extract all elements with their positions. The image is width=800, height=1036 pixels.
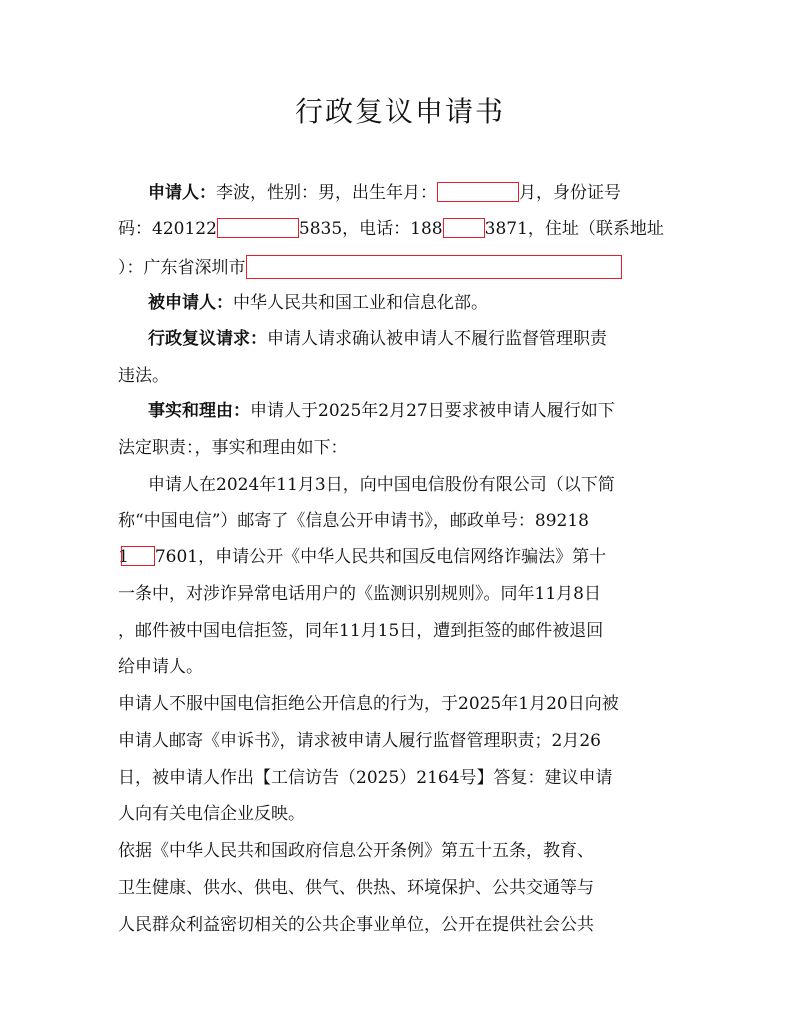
p1-text-3b: 7601，申请公开《中华人民共和国反电信网络诈骗法》第十 (154, 547, 607, 567)
respondent-text: 中华人民共和国工业和信息化部。 (233, 293, 488, 313)
facts-line-2: 法定职责：，事实和理由如下： (118, 438, 348, 458)
facts-line-1 (148, 399, 615, 423)
p1-line-1: 申请人在2024年11月3日，向中国电信股份有限公司（以下简 (148, 475, 615, 495)
respondent-label: 被申请人： (148, 293, 233, 313)
applicant-line-3 (118, 255, 622, 280)
applicant-text-3a: ）：广东省深圳市 (118, 258, 246, 278)
p3-line-1: 依据《中华人民共和国政府信息公开条例》第五十五条，教育、 (118, 841, 594, 861)
request-text-1: 申请人请求确认被申请人不履行监督管理职责 (267, 329, 607, 349)
p3-line-3: 人民群众利益密切相关的公共企事业单位，公开在提供社会公共 (118, 915, 594, 935)
respondent-line (148, 291, 488, 315)
request-line-1 (148, 327, 607, 351)
p1-line-2: 称“中国电信”）邮寄了《信息公开申请书》，邮政单号：89218 (118, 511, 589, 531)
p1-text-3a: 1 (118, 547, 129, 567)
p2-line-3: 日，被申请人作出【工信访告（2025）2164号】答复：建议申请 (118, 768, 613, 788)
p1-line-3 (118, 545, 606, 569)
applicant-line-1 (148, 181, 621, 205)
redacted-address (246, 255, 622, 279)
facts-label: 事实和理由： (148, 401, 250, 421)
applicant-text-1: 李波，性别：男，出生年月： (216, 183, 437, 203)
applicant-text-2c: 3871，住址（联系地址 (484, 219, 664, 239)
facts-text-1: 申请人于2025年2月27日要求被申请人履行如下 (250, 401, 615, 421)
redacted-birthdate (437, 182, 519, 202)
p1-line-5: ，邮件被中国电信拒签，同年11月15日，遭到拒签的邮件被退回 (118, 621, 604, 641)
p2-line-4: 人向有关电信企业反映。 (118, 804, 305, 824)
applicant-line-2 (118, 217, 664, 241)
applicant-text-2a: 码：420122 (118, 219, 217, 239)
redacted-id-number (217, 218, 299, 238)
applicant-label: 申请人： (148, 183, 216, 203)
applicant-text-2b: 5835，电话：188 (298, 219, 443, 239)
redacted-tracking-number (121, 546, 155, 566)
p2-line-1: 申请人不服中国电信拒绝公开信息的行为，于2025年1月20日向被 (118, 694, 619, 714)
document-title: 行政复议申请书 (294, 95, 505, 128)
p3-line-2: 卫生健康、供水、供电、供气、供热、环境保护、公共交通等与 (118, 878, 594, 898)
p1-line-4: 一条中，对涉诈异常电话用户的《监测识别规则》。同年11月8日 (118, 584, 601, 604)
applicant-text-1b: 月，身份证号 (519, 183, 621, 203)
redacted-phone (443, 218, 485, 238)
request-line-2: 违法。 (118, 366, 169, 386)
p1-line-6: 给申请人。 (118, 657, 203, 677)
p2-line-2: 申请人邮寄《申诉书》，请求被申请人履行监督管理职责；2月26 (118, 731, 601, 751)
request-label: 行政复议请求： (148, 329, 267, 349)
